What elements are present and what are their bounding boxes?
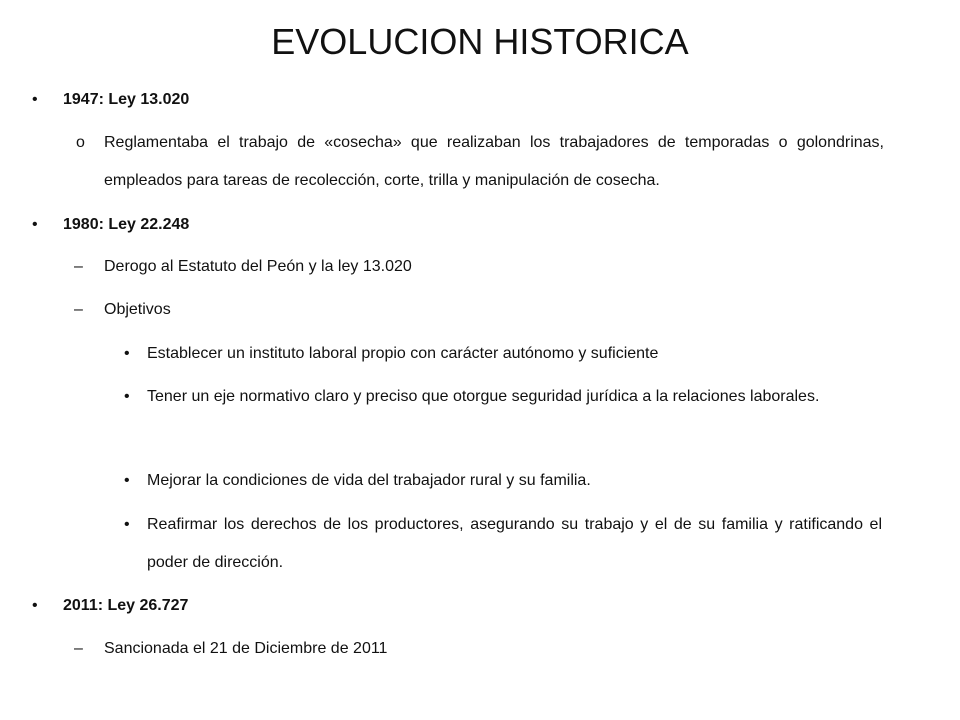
section-1980-item-derogo: Derogo al Estatuto del Peón y la ley 13.020 xyxy=(104,258,412,275)
section-heading-2011: 2011: Ley 26.727 xyxy=(63,597,189,614)
bullet-dash: – xyxy=(74,258,83,275)
section-heading-1980: 1980: Ley 22.248 xyxy=(63,216,190,233)
bullet-dash: – xyxy=(74,301,83,318)
bullet-circle: o xyxy=(76,134,85,151)
objective-4: Reafirmar los derechos de los productores, asegurando su trabajo y el de su familia y ratificando el poder de dirección. xyxy=(147,516,882,571)
section-1980-item-objetivos: Objetivos xyxy=(104,301,171,318)
section-2011-item-sancionada: Sancionada el 21 de Diciembre de 2011 xyxy=(104,640,388,657)
bullet-dot: • xyxy=(32,597,38,614)
section-heading-1947: 1947: Ley 13.020 xyxy=(63,91,190,108)
bullet-dot: • xyxy=(124,516,130,533)
bullet-dot: • xyxy=(32,216,38,233)
section-1947-text: Reglamentaba el trabajo de «cosecha» que realizaban los trabajadores de temporadas o golondrinas, empleados para tareas de recolección, corte, trilla y manipulación de cosecha. xyxy=(104,134,884,189)
objective-2: Tener un eje normativo claro y preciso que otorgue seguridad jurídica a la relaciones laborales. xyxy=(147,388,820,405)
bullet-dot: • xyxy=(124,345,130,362)
bullet-dot: • xyxy=(124,472,130,489)
bullet-dot: • xyxy=(124,388,130,405)
slide-title: EVOLUCION HISTORICA xyxy=(271,21,689,62)
bullet-dot: • xyxy=(32,91,38,108)
bullet-dash: – xyxy=(74,640,83,657)
objective-3: Mejorar la condiciones de vida del trabajador rural y su familia. xyxy=(147,472,591,489)
objective-1: Establecer un instituto laboral propio con carácter autónomo y suficiente xyxy=(147,345,659,362)
